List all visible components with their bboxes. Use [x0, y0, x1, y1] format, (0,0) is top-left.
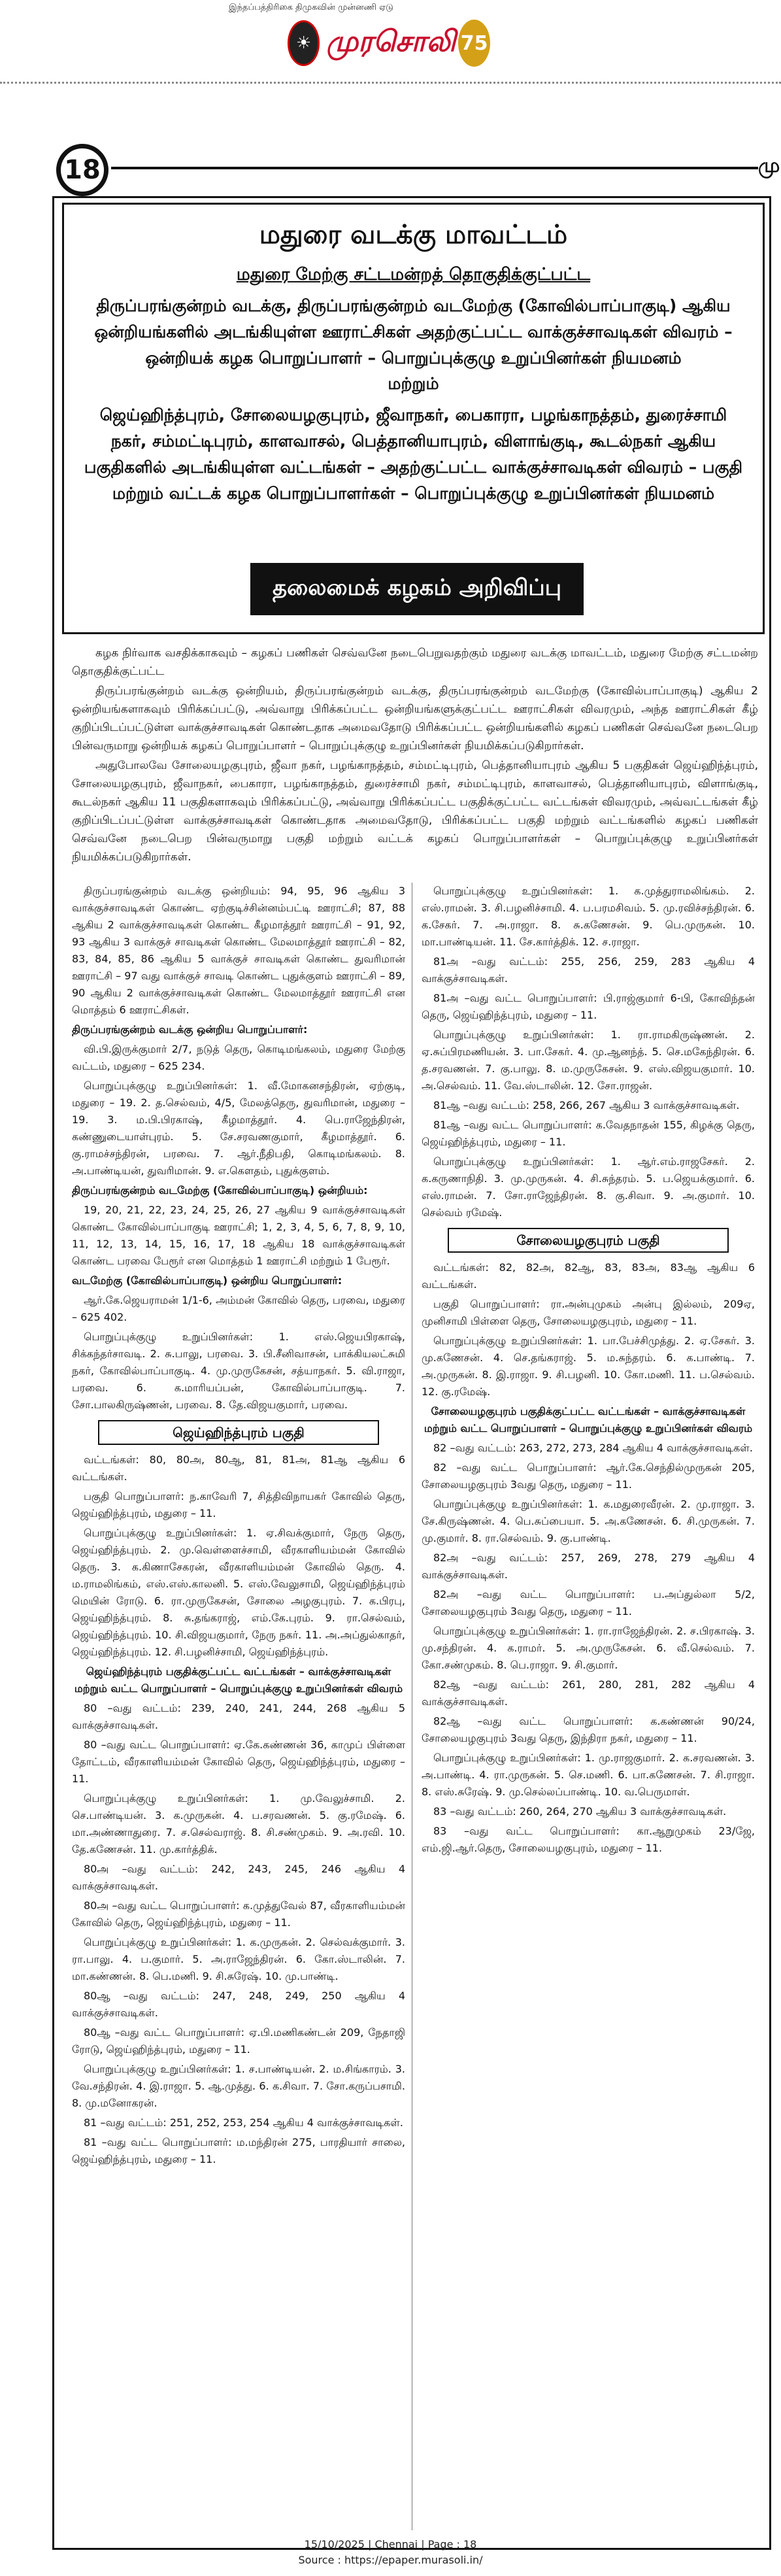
paragraph: பொறுப்புக்குழு உறுப்பினர்கள்: 1. மு.வேலுச்சாமி. 2. செ.பாண்டியன். 3. க.முருகன். 4. ப.சரவணன். 5. கு.ரமேஷ். 6. மா.அண்ணாதுரை. 7. ச.செல்வராஜ். 8. சி.சண்முகம். 9. அ.ரவி. 10. தே.கணேசன். 11. மு.கார்த்திக்.	[72, 1792, 405, 1856]
paragraph: 83 –வது வட்டம்: 260, 264, 270 ஆகிய 3 வாக்குச்சாவடிகள்.	[433, 1805, 727, 1818]
announcement-box	[62, 203, 765, 634]
footer-source-link[interactable]: Source : https://epaper.murasoli.in/	[298, 2554, 483, 2566]
header-divider	[111, 167, 758, 169]
paragraph: பொறுப்புக்குழு உறுப்பினர்கள்: 1. க.முருகன். 2. செல்வக்குமார். 3. ரா.பாலு. 4. ப.குமார். 5. அ.ராஜேந்திரன். 6. கோ.ஸ்டாலின். 7. மா.கண்ணன். 8. பெ.மணி. 9. சி.சுரேஷ். 10. மு.பாண்டி.	[72, 1936, 405, 1982]
anniversary-badge: 75	[458, 20, 490, 67]
intro-text	[72, 644, 758, 868]
paragraph: 82 –வது வட்டம்: 263, 272, 273, 284 ஆகிய 4 வாக்குச்சாவடிகள்.	[433, 1442, 753, 1454]
paragraph: 81அ –வது வட்டம்: 255, 256, 259, 283 ஆகிய 4 வாக்குச்சாவடிகள்.	[422, 955, 755, 985]
paragraph: 82அ –வது வட்ட பொறுப்பாளர்: ப.அப்துல்லா 5/2, சோலையழகுபுரம் 3வது தெரு, மதுரை – 11.	[422, 1588, 755, 1618]
paragraph: 82ஆ –வது வட்ட பொறுப்பாளர்: க.கண்ணன் 90/24, சோலையழகுபுரம் 3வது தெரு, இந்திரா நகர், மதுரை – 11.	[422, 1715, 755, 1744]
paragraph: ஆர்.கே.ஜெயராமன் 1/1-6, அம்மன் கோவில் தெரு, பரவை, மதுரை – 625 402.	[72, 1294, 405, 1323]
newspaper-logo[interactable]	[288, 16, 490, 71]
paragraph: பொறுப்புக்குழு உறுப்பினர்கள்: 1. ரா.ராஜேந்திரன். 2. ச.பிரகாஷ். 3. மு.சந்திரன். 4. க.ராமர். 5. அ.முருகேசன். 6. வீ.செல்வம். 7. கோ.சண்முகம். 8. பெ.ராஜா. 9. சி.குமார்.	[422, 1625, 755, 1671]
paragraph: பொறுப்புக்குழு உறுப்பினர்கள்: 1. ஆர்.எம்.ராஜசேகர். 2. க.கருணாநிதி. 3. மு.முருகன். 4. சி.சுந்தரம். 5. ப.ஜெயக்குமார். 6. எஸ்.ராமன். 7. சோ.ராஜேந்திரன். 8. கு.சிவா. 9. அ.குமார். 10. செல்வம் ரமேஷ்.	[422, 1155, 755, 1219]
next-page-hint: மு	[758, 154, 780, 177]
paragraph: 81 –வது வட்ட பொறுப்பாளர்: ம.மந்திரன் 275, பாரதியார் சாலை, ஜெய்ஹிந்த்புரம், மதுரை – 11.	[72, 2136, 405, 2165]
intro-paragraph: கழக நிர்வாக வசதிக்காகவும் – கழகப் பணிகள் செவ்வனே நடைபெறுவதற்கும் மதுரை வடக்கு மாவட்டம், மதுரை மேற்கு சட்டமன்ற தொகுதிக்குட்பட்ட	[72, 647, 758, 678]
subheading: வடமேற்கு (கோவில்பாப்பாகுடி) ஒன்றிய பொறுப்பாளர்:	[72, 1274, 342, 1287]
paragraph: 82ஆ –வது வட்டம்: 261, 280, 281, 282 ஆகிய 4 வாக்குச்சாவடிகள்.	[422, 1678, 755, 1708]
paragraph: 83 –வது வட்ட பொறுப்பாளர்: கா.ஆறுமுகம் 23/ஜே, எம்.ஜி.ஆர்.தெரு, சோலையழகுபுரம், மதுரை – 11.	[422, 1825, 755, 1854]
paragraph: வட்டங்கள்: 80, 80அ, 80ஆ, 81, 81அ, 81ஆ ஆகிய 6 வட்டங்கள்.	[72, 1453, 405, 1483]
paragraph: வட்டங்கள்: 82, 82அ, 82ஆ, 83, 83அ, 83ஆ ஆகிய 6 வட்டங்கள்.	[422, 1261, 755, 1291]
paragraph: பொறுப்புக்குழு உறுப்பினர்கள்: 1. பா.பேச்சிமுத்து. 2. ஏ.சேகர். 3. மு.கணேசன். 4. செ.தங்கராஜ். 5. ம.சுந்தரம். 6. க.பாண்டி. 7. அ.முருகன். 8. இ.ராஜா. 9. சி.பழனி. 10. கோ.மணி. 11. ப.செல்வம். 12. கு.ரமேஷ்.	[422, 1334, 755, 1398]
paragraph: திருப்பரங்குன்றம் வடக்கு ஒன்றியம்: 94, 95, 96 ஆகிய 3 வாக்குச்சாவடிகள் கொண்ட ஏற்குடிச்சின்னம்பட்டி ஊராட்சி; 87, 88 ஆகிய 2 வாக்குச்சாவடிகள் கொண்ட கீழமாத்தூர் ஊராட்சி – 91, 92, 93 ஆகிய 3 வாக்குச் சாவடிகள் கொண்ட மேலமாத்தூர் ஊராட்சி – 82, 83, 84, 85, 86 ஆகிய 5 வாக்குச் சாவடிகள் கொண்ட துவரிமான் ஊராட்சி – 97 வது வாக்குச் சாவடி கொண்ட புதுக்குளம் ஊராட்சி – 89, 90 ஆகிய 2 வாக்குச்சாவடிகள் கொண்ட மேலமாத்தூர் ஊராட்சி என மொத்தம் 6 ஊராட்சிகள்.	[72, 885, 406, 1016]
paragraph: 82அ –வது வட்டம்: 257, 269, 278, 279 ஆகிய 4 வாக்குச்சாவடிகள்.	[422, 1551, 755, 1581]
paragraph: பகுதி பொறுப்பாளர்: ந.காவேரி 7, சித்திவிநாயகர் கோவில் தெரு, ஜெய்ஹிந்த்புரம், மதுரை – 11.	[72, 1490, 405, 1519]
section-heading: ஜெய்ஹிந்த்புரம் பகுதி	[98, 1420, 379, 1445]
page-number: 18	[56, 144, 108, 196]
paragraph: பொறுப்புக்குழு உறுப்பினர்கள்: 1. ச.பாண்டியன். 2. ம.சிங்காரம். 3. வே.சந்திரன். 4. இ.ராஜா. 5. ஆ.முத்து. 6. க.சிவா. 7. சோ.கருப்பசாமி. 8. மு.மனோகரன்.	[72, 2063, 405, 2109]
party-emblem-icon: ☀	[288, 20, 320, 66]
left-column	[72, 883, 405, 2171]
paragraph: 81 –வது வட்டம்: 251, 252, 253, 254 ஆகிய 4 வாக்குச்சாவடிகள்.	[84, 2116, 403, 2129]
paragraph: 80அ –வது வட்ட பொறுப்பாளர்: க.முத்துவேல் 87, வீரகாளியம்மன் கோவில் தெரு, ஜெய்ஹிந்த்புரம், மதுரை – 11.	[72, 1899, 405, 1929]
paragraph: வி.பி.இருக்குமார் 2/7, நடுத் தெரு, கொடிமங்கலம், மதுரை மேற்கு வட்டம், மதுரை – 625 234.	[72, 1043, 405, 1072]
masthead-rule	[0, 82, 781, 101]
masthead-tagline: இந்தப்பத்திரிகை திமுகவின் முன்னணி ஏடு	[229, 3, 393, 12]
page-footer	[0, 2537, 781, 2568]
right-column	[422, 883, 755, 1859]
paragraph: 80ஆ –வது வட்டம்: 247, 248, 249, 250 ஆகிய 4 வாக்குச்சாவடிகள்.	[72, 1990, 405, 2019]
footer-date-page: 15/10/2025 | Chennai | Page : 18	[304, 2538, 477, 2551]
announcement-body-1: திருப்பரங்குன்றம் வடக்கு, திருப்பரங்குன்றம் வடமேற்கு (கோவில்பாப்பாகுடி) ஆகிய ஒன்றியங்களில் அடங்கியுள்ள ஊராட்சிகள் அதற்குட்பட்ட வாக்குச்சாவடிகள் விவரம் – ஒன்றியக் கழக பொறுப்பாளர் – பொறுப்புக்குழு உறுப்பினர்கள் நியமனம்	[94, 296, 733, 367]
paragraph: 19, 20, 21, 22, 23, 24, 25, 26, 27 ஆகிய 9 வாக்குச்சாவடிகள் கொண்ட கோவில்பாப்பாகுடி ஊராட்சி; 1, 2, 3, 4, 5, 6, 7, 8, 9, 10, 11, 12, 13, 14, 15, 16, 17, 18 ஆகிய 18 வாக்குச்சாவடிகள் கொண்ட பரவை பேரூர் என மொத்தம் 1 ஊராட்சி மற்றும் 1 பேரூர்.	[72, 1204, 405, 1267]
paragraph: பொறுப்புக்குழு உறுப்பினர்கள்: 1. வீ.மோகனசந்திரன், ஏற்குடி, மதுரை – 19. 2. த.செல்வம், 4/5, மேலத்தெரு, துவரிமான், மதுரை – 19. 3. ம.பி.பிரகாஷ், கீழமாத்தூர். 4. பெ.ராஜேந்திரன், கண்ணுடையாள்புரம். 5. சே.சரவணகுமார், கீழமாத்தூர். 6. கு.ராமச்சந்திரன், பரவை. 7. ஆர்.நீதிபதி, கொடிமங்கலம். 8. அ.பாண்டியன், துவரிமான். 9. எ.கௌதம், புதுக்குளம்.	[72, 1079, 405, 1177]
headquarters-banner: தலைமைக் கழகம் அறிவிப்பு	[250, 563, 584, 615]
centered-heading: ஜெய்ஹிந்த்புரம் பகுதிக்குட்பட்ட வட்டங்கள் – வாக்குச்சாவடிகள் மற்றும் வட்ட பொறுப்பாளர் – பொறுப்புக்குழு உறுப்பினர்கள் விவரம்	[74, 1665, 403, 1695]
centered-heading: சோலையழகுபுரம் பகுதிக்குட்பட்ட வட்டங்கள் – வாக்குச்சாவடிகள் மற்றும் வட்ட பொறுப்பாளர் – பொறுப்புக்குழு உறுப்பினர்கள் விவரம்	[424, 1405, 753, 1434]
subheading: திருப்பரங்குன்றம் வடக்கு ஒன்றிய பொறுப்பாளர்:	[72, 1023, 308, 1036]
paragraph: 80அ –வது வட்டம்: 242, 243, 245, 246 ஆகிய 4 வாக்குச்சாவடிகள்.	[72, 1863, 405, 1892]
announcement-body-2: ஜெய்ஹிந்த்புரம், சோலையழகுபுரம், ஜீவாநகர், பைகாரா, பழங்காநத்தம், துரைச்சாமி நகர், சம்மட்டிபுரம், காளவாசல், பெத்தானியாபுரம், விளாங்குடி, கூடல்நகர் ஆகிய பகுதிகளில் அடங்கியுள்ள வட்டங்கள் – அதற்குட்பட்ட வாக்குச்சாவடிகள் விவரம் – பகுதி மற்றும் வட்டக் கழக பொறுப்பாளர்கள் – பொறுப்புக்குழு உறுப்பினர்கள் நியமனம்	[84, 405, 743, 503]
paragraph: 80 –வது வட்டம்: 239, 240, 241, 244, 268 ஆகிய 5 வாக்குச்சாவடிகள்.	[72, 1702, 405, 1731]
paragraph: பொறுப்புக்குழு உறுப்பினர்கள்: 1. எஸ்.ஜெயபிரகாஷ், சிக்கந்தர்சாவடி. 2. சு.பாலு, பரவை. 3. பி.சீனிவாசன், பாக்கியலட்சுமி நகர், கோவில்பாப்பாகுடி. 4. மு.முருகேசன், சத்யாநகர். 5. வி.ராஜா, பரவை. 6. க.மாரியப்பன், கோவில்பாப்பாகுடி. 7. சோ.பாலகிருஷ்ணன், பரவை. 8. தே.விஜயகுமார், பரவை.	[72, 1330, 405, 1411]
paragraph: பொறுப்புக்குழு உறுப்பினர்கள்: 1. ஏ.சிவக்குமார், நேரு தெரு, ஜெய்ஹிந்த்புரம். 2. மு.வெள்ளைச்சாமி, வீரகாளியம்மன் கோவில் தெரு. 3. க.கிணாசேகரன், வீரகாளியம்மன் கோவில் தெரு. 4. ம.ராமலிங்கம், எஸ்.எஸ்.காலனி. 5. எஸ்.வேலுசாமி, ஜெய்ஹிந்த்புரம் மெயின் ரோடு. 6. ரா.முருகேசன், சோலை அழகுபுரம். 7. க.பிரபு, ஜெய்ஹிந்த்புரம். 8. சு.தங்கராஜ், எம்.கே.புரம். 9. ரா.செல்வம், ஜெய்ஹிந்த்புரம். 10. சி.விஜயகுமார், நேரு நகர். 11. அ.அப்துல்காதர், ஜெய்ஹிந்த்புரம். 12. சி.பழனிச்சாமி, ஜெய்ஹிந்த்புரம்.	[72, 1527, 405, 1658]
announcement-subtitle: மதுரை மேற்கு சட்டமன்றத் தொகுதிக்குட்பட்ட	[236, 265, 591, 284]
paragraph: பகுதி பொறுப்பாளர்: ரா.அன்புமுகம் அன்பு இல்லம், 209ஏ, முனிசாமி பிள்ளை தெரு, சோலையழகுபுரம், மதுரை – 11.	[422, 1298, 755, 1327]
paragraph: பொறுப்புக்குழு உறுப்பினர்கள்: 1. மு.ராஜகுமார். 2. க.சரவணன். 3. அ.பாண்டி. 4. ரா.முருகன். 5. செ.மணி. 6. பா.கணேசன். 7. சி.ராஜா. 8. எஸ்.சுரேஷ். 9. மு.செல்லப்பாண்டி. 10. வ.பெருமாள்.	[422, 1752, 755, 1798]
paragraph: பொறுப்புக்குழு உறுப்பினர்கள்: 1. க.மதுரைவீரன். 2. மு.ராஜா. 3. சே.கிருஷ்ணன். 4. பெ.சுப்பையா. 5. அ.கணேசன். 6. சி.முருகன். 7. மு.குமார். 8. ரா.செல்வம். 9. கு.பாண்டி.	[422, 1498, 755, 1544]
announcement-connector: மற்றும்	[388, 374, 439, 393]
paragraph: 82 –வது வட்ட பொறுப்பாளர்: ஆர்.கே.செந்தில்முருகன் 205, சோலையழகுபுரம் 3வது தெரு, மதுரை – 11.	[422, 1461, 755, 1491]
paragraph: 80 –வது வட்ட பொறுப்பாளர்: ஏ.கே.கண்ணன் 36, காமுப் பிள்ளை தோட்டம், வீரகாளியம்மன் கோவில் தெரு, ஜெய்ஹிந்த்புரம், மதுரை – 11.	[72, 1738, 405, 1785]
paragraph: பொறுப்புக்குழு உறுப்பினர்கள்: 1. ரா.ராமகிருஷ்ணன். 2. ஏ.சுப்பிரமணியன். 3. பா.சேகர். 4. மு.ஆனந்த். 5. செ.மகேந்திரன். 6. த.சரவணன். 7. கு.பாலு. 8. ம.முருகேசன். 9. எஸ்.விஜயகுமார். 10. அ.செல்வம். 11. வே.ஸ்டாலின். 12. சோ.ராஜன்.	[422, 1028, 755, 1092]
paragraph: 81அ –வது வட்ட பொறுப்பாளர்: பி.ராஜ்குமார் 6-பி, கோவிந்தன் தெரு, ஜெய்ஹிந்த்புரம், மதுரை – 11.	[422, 992, 755, 1021]
masthead	[0, 0, 781, 131]
paragraph: 80ஆ –வது வட்ட பொறுப்பாளர்: ஏ.பி.மணிகண்டன் 209, நேதாஜி ரோடு, ஜெய்ஹிந்த்புரம், மதுரை – 11.	[72, 2026, 405, 2056]
subheading: திருப்பரங்குன்றம் வடமேற்கு (கோவில்பாப்பாகுடி) ஒன்றியம்:	[72, 1184, 368, 1196]
paragraph: 81ஆ –வது வட்ட பொறுப்பாளர்: க.வேதநாதன் 155, கிழக்கு தெரு, ஜெய்ஹிந்த்புரம், மதுரை – 11.	[422, 1119, 755, 1148]
intro-paragraph: அதுபோலவே சோலையழகுபுரம், ஜீவா நகர், பழங்காநத்தம், சம்மட்டிபுரம், பெத்தானியாபுரம் ஆகிய 5 பகுதிகள் ஜெய்ஹிந்த்புரம், சோலையழகுபுரம், ஜீவாநகர், பைகாரா, பழங்காநத்தம், துரைச்சாமி நகர், சம்மட்டிபுரம், காளவாசல், பெத்தானியாபுரம், விளாங்குடி, கூடல்நகர் ஆகிய 11 பகுதிகளாகவும் பிரிக்கப்பட்டு, அவ்வாறு பிரிக்கப்பட்ட பகுதிக்குட்பட்ட வட்டங்கள் விவரமும், அவ்வட்டங்கள் கீழ் குறிப்பிடப்பட்டுள்ள வாக்குச்சாவடிகள் கொண்டதாக அமைவதோடு, பிரிக்கப்பட்ட பகுதி மற்றும் வட்டங்களில் கழகப் பணிகள் செவ்வனே நடைபெற பின்வருமாறு பகுதி மற்றும் வட்டக் கழகப் பொறுப்பாளர்கள் – பொறுப்புக்குழு உறுப்பினர்கள் நியமிக்கப்படுகிறார்கள்.	[72, 759, 758, 864]
intro-paragraph: திருப்பரங்குன்றம் வடக்கு ஒன்றியம், திருப்பரங்குன்றம் வடக்கு, திருப்பரங்குன்றம் வடமேற்கு (கோவில்பாப்பாகுடி) ஆகிய 2 ஒன்றியங்களாகவும் பிரிக்கப்பட்டு, அவ்வாறு பிரிக்கப்பட்ட ஒன்றியங்களுக்குட்பட்ட ஊராட்சிகள் விவரமும், அந்த ஊராட்சிகள் கீழ் குறிப்பிடப்பட்டுள்ள வாக்குச்சாவடிகள் கொண்டதாக அமைவதோடு பிரிக்கப்பட்ட ஒன்றியங்களில் கழகப் பணிகள் செவ்வனே நடைபெற பின்வருமாறு ஒன்றியக் கழகப் பொறுப்பாளர் – பொறுப்புக்குழு உறுப்பினர்கள் நியமிக்கப்படுகிறார்கள்.	[72, 685, 758, 753]
logo-text: முரசொலி	[326, 24, 456, 58]
paragraph: பொறுப்புக்குழு உறுப்பினர்கள்: 1. க.முத்துராமலிங்கம். 2. எஸ்.ராமன். 3. சி.பழனிச்சாமி. 4. ப.பரமசிவம். 5. மு.ரவிச்சந்திரன். 6. க.சேகர். 7. அ.ராஜா. 8. சு.கணேசன். 9. பெ.முருகன். 10. மா.பாண்டியன். 11. சே.கார்த்திக். 12. ச.ராஜா.	[422, 885, 755, 948]
paragraph: 81ஆ –வது வட்டம்: 258, 266, 267 ஆகிய 3 வாக்குச்சாவடிகள்.	[433, 1099, 740, 1111]
section-heading: சோலையழகுபுரம் பகுதி	[448, 1228, 729, 1253]
announcement-title: மதுரை வடக்கு மாவட்டம்	[259, 219, 568, 250]
